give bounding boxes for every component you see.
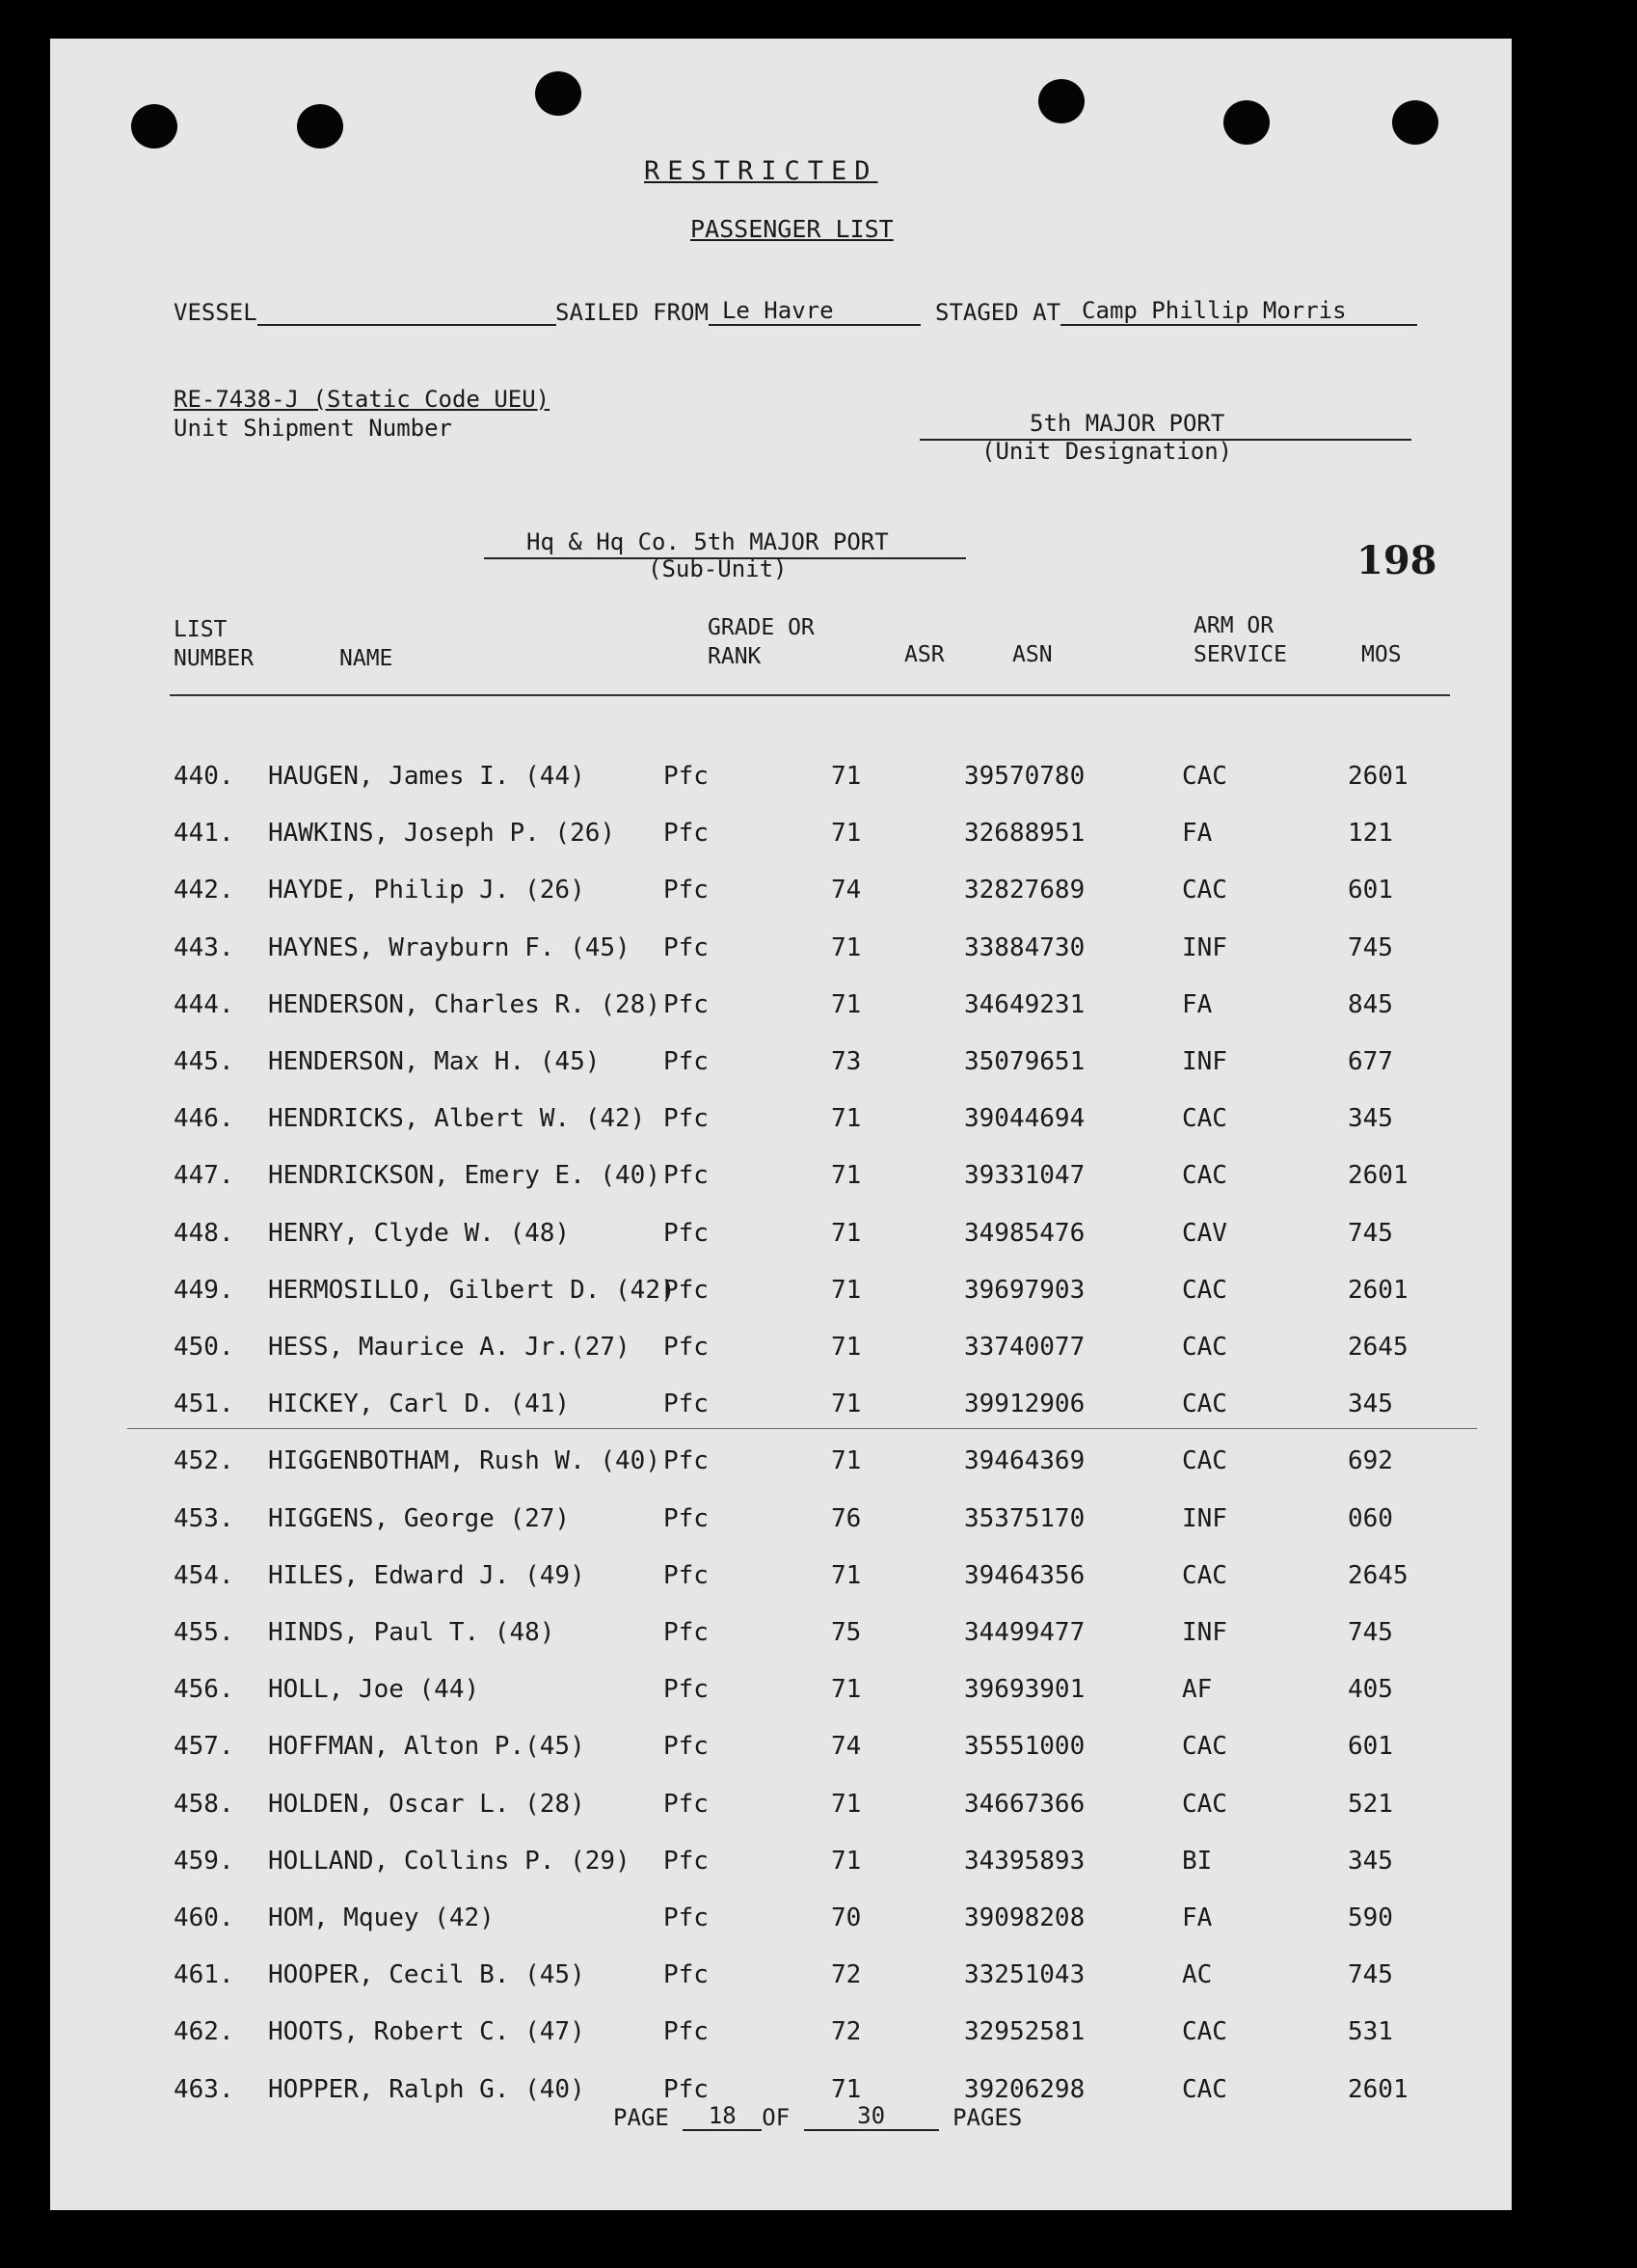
- cell-asn: 32688951: [964, 819, 1086, 849]
- cell-grade: Pfc: [663, 2017, 709, 2047]
- cell-list-number: 454.: [174, 1560, 234, 1590]
- cell-list-number: 444.: [174, 989, 234, 1019]
- sailed-label: SAILED FROM: [555, 299, 709, 326]
- cell-grade: Pfc: [663, 1789, 709, 1819]
- col-arm-line2: SERVICE: [1194, 642, 1287, 667]
- cell-asn: 34649231: [964, 989, 1086, 1019]
- page-footer: [613, 2102, 1022, 2131]
- cell-name: HAUGEN, James I. (44): [268, 762, 585, 791]
- cell-asr: 71: [831, 762, 862, 791]
- sailed-line: [555, 297, 921, 326]
- cell-arm-service: CAC: [1182, 1161, 1227, 1191]
- cell-asr: 71: [831, 1446, 862, 1476]
- table-row: [50, 1390, 1512, 1428]
- cell-name: HOLL, Joe (44): [268, 1675, 480, 1705]
- page-value-text: 18: [708, 2102, 737, 2129]
- cell-name: HENDRICKS, Albert W. (42): [268, 1104, 646, 1134]
- cell-asr: 71: [831, 1675, 862, 1705]
- cell-arm-service: CAC: [1182, 1333, 1227, 1362]
- cell-asr: 70: [831, 1904, 862, 1932]
- cell-asn: 39693901: [964, 1675, 1086, 1705]
- cell-grade: Pfc: [663, 1904, 709, 1932]
- cell-list-number: 462.: [174, 2017, 234, 2047]
- pages-label: PAGES: [953, 2104, 1023, 2131]
- table-row: [50, 1790, 1512, 1828]
- subunit-text: Hq & Hq Co. 5th MAJOR PORT: [526, 528, 889, 555]
- cell-list-number: 448.: [174, 1218, 234, 1248]
- cell-list-number: 456.: [174, 1675, 234, 1705]
- cell-asn: 39912906: [964, 1390, 1086, 1419]
- table-row: [50, 819, 1512, 857]
- cell-list-number: 445.: [174, 1047, 234, 1076]
- table-row: [50, 1904, 1512, 1942]
- col-grade-line1: GRADE OR: [708, 615, 815, 640]
- cell-asn: 34395893: [964, 1846, 1086, 1876]
- cell-asn: 39464369: [964, 1446, 1086, 1476]
- cell-grade: Pfc: [663, 1503, 709, 1533]
- unit-designation-text: 5th MAJOR PORT: [1030, 410, 1225, 437]
- table-row: [50, 933, 1512, 972]
- cell-grade: Pfc: [663, 762, 709, 791]
- cell-asn: 39206298: [964, 2074, 1086, 2104]
- staged-value: Camp Phillip Morris: [1060, 297, 1417, 326]
- table-row: [50, 1504, 1512, 1543]
- total-pages-value: [804, 2102, 939, 2131]
- cell-asr: 74: [831, 1732, 862, 1762]
- cell-arm-service: CAC: [1182, 1390, 1227, 1419]
- row-strike-line: [127, 1428, 1477, 1429]
- cell-arm-service: INF: [1182, 1503, 1227, 1533]
- unit-designation-label: (Unit Designation): [981, 438, 1233, 465]
- classification-title: RESTRICTED: [644, 156, 878, 186]
- page-value: [683, 2102, 762, 2131]
- cell-arm-service: FA: [1182, 989, 1213, 1019]
- cell-mos: 745: [1348, 1960, 1393, 1990]
- table-row: [50, 1847, 1512, 1885]
- col-list-number: [174, 615, 254, 673]
- cell-mos: 521: [1348, 1789, 1393, 1819]
- cell-name: HENRY, Clyde W. (48): [268, 1218, 571, 1248]
- vessel-line: [174, 297, 556, 326]
- cell-name: HAWKINS, Joseph P. (26): [268, 819, 616, 849]
- cell-grade: Pfc: [663, 1161, 709, 1191]
- of-label: OF: [762, 2104, 791, 2131]
- cell-name: HOPPER, Ralph G. (40): [268, 2074, 585, 2104]
- cell-arm-service: BI: [1182, 1846, 1213, 1876]
- cell-asr: 72: [831, 1960, 862, 1990]
- shipment-number-label: Unit Shipment Number: [174, 415, 452, 442]
- cell-grade: Pfc: [663, 2074, 709, 2104]
- cell-asn: 33251043: [964, 1960, 1086, 1990]
- cell-asr: 74: [831, 876, 862, 905]
- cell-grade: Pfc: [663, 1218, 709, 1248]
- cell-arm-service: CAC: [1182, 1104, 1227, 1134]
- cell-asn: 39331047: [964, 1161, 1086, 1191]
- table-row: [50, 1675, 1512, 1714]
- cell-mos: 2601: [1348, 762, 1409, 791]
- cell-asr: 73: [831, 1047, 862, 1076]
- total-pages-text: 30: [857, 2102, 886, 2129]
- cell-mos: 2601: [1348, 2074, 1409, 2104]
- cell-name: HENDRICKSON, Emery E. (40): [268, 1161, 660, 1191]
- shipment-number-value: RE-7438-J (Static Code UEU): [174, 386, 550, 413]
- col-list-number-line1: LIST: [174, 617, 228, 642]
- staged-line: [935, 297, 1417, 326]
- cell-arm-service: AF: [1182, 1675, 1213, 1705]
- cell-name: HENDERSON, Charles R. (28): [268, 989, 660, 1019]
- cell-asn: 34985476: [964, 1218, 1086, 1248]
- col-grade-line2: RANK: [708, 644, 762, 669]
- table-row: [50, 876, 1512, 914]
- cell-mos: 590: [1348, 1904, 1393, 1932]
- sailed-value: Le Havre: [709, 297, 921, 326]
- passenger-list-sheet: [50, 39, 1512, 2210]
- cell-mos: 601: [1348, 1732, 1393, 1762]
- cell-asr: 76: [831, 1503, 862, 1533]
- unit-designation-value: [920, 410, 1411, 441]
- cell-grade: Pfc: [663, 1446, 709, 1476]
- cell-asr: 71: [831, 1218, 862, 1248]
- col-mos: MOS: [1361, 642, 1402, 667]
- cell-mos: 745: [1348, 1218, 1393, 1248]
- col-asr: ASR: [904, 642, 945, 667]
- cell-name: HAYDE, Philip J. (26): [268, 876, 585, 905]
- cell-asn: 34667366: [964, 1789, 1086, 1819]
- cell-mos: 345: [1348, 1390, 1393, 1419]
- header-rule: [170, 694, 1450, 696]
- cell-arm-service: INF: [1182, 932, 1227, 962]
- cell-asn: 39098208: [964, 1904, 1086, 1932]
- cell-mos: 121: [1348, 819, 1393, 849]
- cell-mos: 677: [1348, 1047, 1393, 1076]
- cell-asr: 71: [831, 1789, 862, 1819]
- cell-arm-service: CAC: [1182, 2017, 1227, 2047]
- cell-asn: 39570780: [964, 762, 1086, 791]
- cell-list-number: 447.: [174, 1161, 234, 1191]
- cell-arm-service: CAC: [1182, 876, 1227, 905]
- cell-mos: 745: [1348, 1618, 1393, 1647]
- cell-list-number: 455.: [174, 1618, 234, 1647]
- cell-arm-service: INF: [1182, 1047, 1227, 1076]
- cell-mos: 2645: [1348, 1333, 1409, 1362]
- cell-grade: Pfc: [663, 1333, 709, 1362]
- list-title: PASSENGER LIST: [690, 215, 894, 243]
- cell-mos: 345: [1348, 1104, 1393, 1134]
- col-arm-service: [1194, 611, 1287, 669]
- cell-asn: 35375170: [964, 1503, 1086, 1533]
- cell-list-number: 452.: [174, 1446, 234, 1476]
- punch-hole-5: [1223, 100, 1270, 145]
- cell-list-number: 449.: [174, 1275, 234, 1305]
- cell-grade: Pfc: [663, 1104, 709, 1134]
- cell-name: HAYNES, Wrayburn F. (45): [268, 932, 631, 962]
- table-row: [50, 1104, 1512, 1143]
- cell-asr: 71: [831, 1560, 862, 1590]
- cell-asn: 33740077: [964, 1333, 1086, 1362]
- cell-grade: Pfc: [663, 819, 709, 849]
- page-label: PAGE: [613, 2104, 669, 2131]
- cell-arm-service: CAC: [1182, 762, 1227, 791]
- cell-asr: 71: [831, 1104, 862, 1134]
- cell-arm-service: CAC: [1182, 2074, 1227, 2104]
- col-arm-line1: ARM OR: [1194, 613, 1275, 638]
- cell-list-number: 443.: [174, 932, 234, 962]
- cell-grade: Pfc: [663, 876, 709, 905]
- cell-asr: 71: [831, 932, 862, 962]
- table-row: [50, 1732, 1512, 1770]
- cell-list-number: 442.: [174, 876, 234, 905]
- cell-asn: 34499477: [964, 1618, 1086, 1647]
- table-row: [50, 1446, 1512, 1485]
- vessel-label: VESSEL: [174, 299, 257, 326]
- cell-arm-service: INF: [1182, 1618, 1227, 1647]
- cell-asn: 39044694: [964, 1104, 1086, 1134]
- punch-hole-3: [535, 71, 581, 116]
- table-row: [50, 1276, 1512, 1314]
- cell-list-number: 451.: [174, 1390, 234, 1419]
- cell-grade: Pfc: [663, 1960, 709, 1990]
- cell-grade: Pfc: [663, 1618, 709, 1647]
- table-row: [50, 1561, 1512, 1600]
- cell-arm-service: FA: [1182, 819, 1213, 849]
- cell-name: HESS, Maurice A. Jr.(27): [268, 1333, 631, 1362]
- table-row: [50, 1219, 1512, 1257]
- cell-asn: 39464356: [964, 1560, 1086, 1590]
- punch-hole-4: [1038, 79, 1085, 123]
- punch-hole-1: [131, 104, 177, 148]
- cell-arm-service: CAC: [1182, 1732, 1227, 1762]
- cell-name: HOLLAND, Collins P. (29): [268, 1846, 631, 1876]
- table-row: [50, 1161, 1512, 1200]
- cell-mos: 2601: [1348, 1161, 1409, 1191]
- cell-mos: 745: [1348, 932, 1393, 962]
- cell-mos: 2601: [1348, 1275, 1409, 1305]
- col-name: NAME: [339, 646, 393, 671]
- cell-grade: Pfc: [663, 1675, 709, 1705]
- cell-arm-service: CAC: [1182, 1560, 1227, 1590]
- cell-asn: 32952581: [964, 2017, 1086, 2047]
- cell-mos: 531: [1348, 2017, 1393, 2047]
- cell-list-number: 457.: [174, 1732, 234, 1762]
- staged-label: STAGED AT: [935, 299, 1061, 326]
- cell-name: HINDS, Paul T. (48): [268, 1618, 555, 1647]
- cell-asn: 32827689: [964, 876, 1086, 905]
- cell-asr: 71: [831, 1333, 862, 1362]
- cell-list-number: 440.: [174, 762, 234, 791]
- cell-asn: 39697903: [964, 1275, 1086, 1305]
- cell-asr: 75: [831, 1618, 862, 1647]
- cell-name: HILES, Edward J. (49): [268, 1560, 585, 1590]
- cell-name: HOFFMAN, Alton P.(45): [268, 1732, 585, 1762]
- cell-mos: 2645: [1348, 1560, 1409, 1590]
- cell-asr: 71: [831, 1846, 862, 1876]
- col-asn: ASN: [1012, 642, 1053, 667]
- cell-list-number: 463.: [174, 2074, 234, 2104]
- cell-arm-service: CAV: [1182, 1218, 1227, 1248]
- table-row: [50, 2017, 1512, 2056]
- cell-mos: 345: [1348, 1846, 1393, 1876]
- col-list-number-line2: NUMBER: [174, 646, 255, 671]
- cell-grade: Pfc: [663, 1047, 709, 1076]
- cell-asr: 71: [831, 1275, 862, 1305]
- cell-asr: 71: [831, 1390, 862, 1419]
- cell-mos: 601: [1348, 876, 1393, 905]
- cell-asr: 71: [831, 1161, 862, 1191]
- cell-name: HENDERSON, Max H. (45): [268, 1047, 601, 1076]
- cell-name: HIGGENS, George (27): [268, 1503, 571, 1533]
- cell-grade: Pfc: [663, 1560, 709, 1590]
- table-row: [50, 1960, 1512, 1999]
- punch-hole-6: [1392, 100, 1438, 145]
- table-row: [50, 1047, 1512, 1086]
- cell-grade: Pfc: [663, 1390, 709, 1419]
- cell-mos: 692: [1348, 1446, 1393, 1476]
- cell-grade: Pfc: [663, 989, 709, 1019]
- table-row: [50, 762, 1512, 800]
- cell-list-number: 441.: [174, 819, 234, 849]
- cell-arm-service: CAC: [1182, 1275, 1227, 1305]
- cell-list-number: 450.: [174, 1333, 234, 1362]
- cell-arm-service: FA: [1182, 1904, 1213, 1932]
- cell-grade: Pfc: [663, 1846, 709, 1876]
- cell-list-number: 461.: [174, 1960, 234, 1990]
- cell-name: HOOTS, Robert C. (47): [268, 2017, 585, 2047]
- cell-asn: 33884730: [964, 932, 1086, 962]
- cell-grade: Pfc: [663, 932, 709, 962]
- punch-hole-2: [297, 104, 343, 148]
- cell-arm-service: CAC: [1182, 1789, 1227, 1819]
- cell-list-number: 459.: [174, 1846, 234, 1876]
- cell-asr: 72: [831, 2017, 862, 2047]
- table-row: [50, 1333, 1512, 1371]
- cell-name: HOOPER, Cecil B. (45): [268, 1960, 585, 1990]
- table-row: [50, 1618, 1512, 1657]
- cell-name: HOLDEN, Oscar L. (28): [268, 1789, 585, 1819]
- cell-grade: Pfc: [663, 1275, 709, 1305]
- cell-arm-service: AC: [1182, 1960, 1213, 1990]
- col-grade: [708, 613, 815, 671]
- cell-asn: 35551000: [964, 1732, 1086, 1762]
- cell-list-number: 458.: [174, 1789, 234, 1819]
- vessel-value: [257, 297, 556, 326]
- cell-name: HOM, Mquey (42): [268, 1904, 495, 1932]
- cell-mos: 405: [1348, 1675, 1393, 1705]
- cell-asr: 71: [831, 2074, 862, 2104]
- table-row: [50, 990, 1512, 1029]
- cell-mos: 845: [1348, 989, 1393, 1019]
- cell-asr: 71: [831, 989, 862, 1019]
- cell-list-number: 446.: [174, 1104, 234, 1134]
- cell-mos: 060: [1348, 1503, 1393, 1533]
- subunit-label: (Sub-Unit): [648, 555, 788, 582]
- cell-list-number: 453.: [174, 1503, 234, 1533]
- cell-name: HICKEY, Carl D. (41): [268, 1390, 571, 1419]
- cell-asr: 71: [831, 819, 862, 849]
- cell-grade: Pfc: [663, 1732, 709, 1762]
- cell-arm-service: CAC: [1182, 1446, 1227, 1476]
- cell-asn: 35079651: [964, 1047, 1086, 1076]
- cell-name: HIGGENBOTHAM, Rush W. (40): [268, 1446, 660, 1476]
- cell-list-number: 460.: [174, 1904, 234, 1932]
- cell-name: HERMOSILLO, Gilbert D. (42): [268, 1275, 676, 1305]
- stamped-page-number: 198: [1356, 538, 1437, 583]
